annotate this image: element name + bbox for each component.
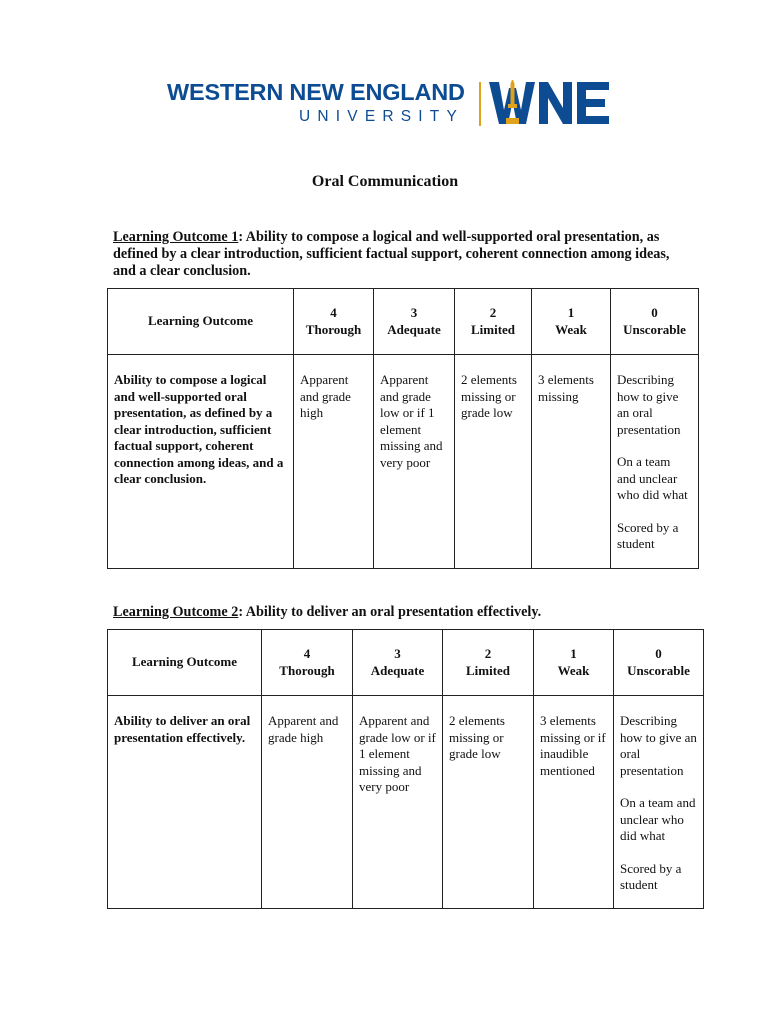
cell-level-4: Apparent and grade high [262, 696, 353, 909]
unscorable-item: Scored by a student [620, 860, 682, 892]
unscorable-item: Describing how to give an oral presentation [620, 713, 697, 778]
logo-divider [479, 82, 481, 126]
learning-outcome-1-heading [113, 229, 673, 280]
rubric-table-2 [107, 629, 704, 909]
cell-level-4: Apparent and grade high [294, 355, 374, 569]
page-title: Oral Communication [311, 173, 459, 190]
cell-level-1: 3 elements missing [532, 355, 611, 569]
learning-outcome-2-label: Learning Outcome 2 [113, 604, 239, 620]
cell-level-0 [614, 696, 704, 909]
learning-outcome-1-label: Learning Outcome 1 [113, 229, 239, 245]
header-level-3: 3 Adequate [374, 289, 455, 355]
unscorable-item: On a team and unclear who did what [620, 795, 696, 843]
header-level-3: 3 Adequate [353, 630, 443, 696]
rubric-table-1 [107, 288, 699, 569]
cell-level-3: Apparent and grade low or if 1 element missing and very poor [374, 355, 455, 569]
wne-mark-logo [489, 80, 629, 126]
header-level-2: 2 Limited [443, 630, 534, 696]
outcome-description: Ability to deliver an oral presentation effectively. [108, 696, 262, 909]
logo-wordmark-line2: UNIVERSITY [299, 108, 465, 125]
header-level-4: 4 Thorough [294, 289, 374, 355]
university-logo [167, 78, 629, 128]
header-level-1: 1 Weak [534, 630, 614, 696]
learning-outcome-1-text: : Ability to compose a logical and well-supported oral presentation, as defined by a clear introduction, sufficient factual support, coherent connection among ideas, and a clear conclusion. [113, 229, 670, 279]
rubric-header-row [108, 289, 699, 355]
unscorable-item: Describing how to give an oral presentation [617, 372, 681, 437]
header-level-1: 1 Weak [532, 289, 611, 355]
header-level-0: 0 Unscorable [614, 630, 704, 696]
cell-level-2: 2 elements missing or grade low [455, 355, 532, 569]
header-level-4: 4 Thorough [262, 630, 353, 696]
header-learning-outcome: Learning Outcome [108, 289, 294, 355]
learning-outcome-2-text: : Ability to deliver an oral presentation effectively. [238, 604, 542, 620]
learning-outcome-2-heading [113, 604, 673, 621]
rubric-body-row [108, 696, 704, 909]
outcome-description: Ability to compose a logical and well-supported oral presentation, as defined by a clear introduction, sufficient factual support, coherent connection among ideas, and a clear conclusion. [108, 355, 294, 569]
unscorable-item: On a team and unclear who did what [617, 454, 688, 502]
header-level-2: 2 Limited [455, 289, 532, 355]
rubric-body-row [108, 355, 699, 569]
logo-wordmark-line1: WESTERN NEW ENGLAND [167, 79, 465, 105]
header-level-0: 0 Unscorable [611, 289, 699, 355]
rubric-header-row [108, 630, 704, 696]
cell-level-2: 2 elements missing or grade low [443, 696, 534, 909]
cell-level-3: Apparent and grade low or if 1 element missing and very poor [353, 696, 443, 909]
cell-level-1: 3 elements missing or if inaudible mentioned [534, 696, 614, 909]
header-learning-outcome: Learning Outcome [108, 630, 262, 696]
cell-level-0 [611, 355, 699, 569]
unscorable-item: Scored by a student [617, 519, 679, 551]
